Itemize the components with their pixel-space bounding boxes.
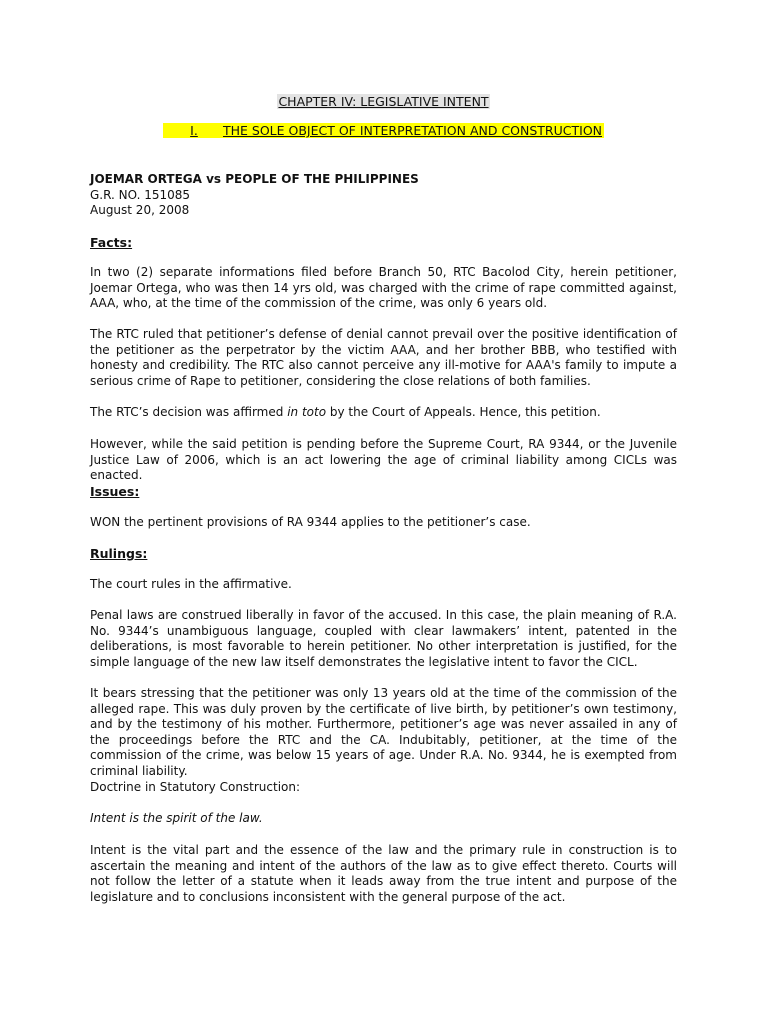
- chapter-title: [90, 94, 677, 110]
- doctrine-maxim-text: Intent is the spirit of the law.: [90, 811, 263, 825]
- doctrine-label: Doctrine in Statutory Construction:: [90, 780, 301, 794]
- doctrine-paragraph-1: Intent is the vital part and the essence of the law and the primary rule in construction is to ascertain the meaning and intent of the authors of the law as to give effect thereto. Courts will not follow the letter of a statute when it leads away from the true intent and purpose of the legislature and to conclusions inconsistent with the general purpose of the act.: [90, 843, 677, 904]
- section-heading-highlight: [163, 123, 604, 138]
- issues-heading: Issues:: [90, 484, 140, 499]
- issues-paragraph-block: [90, 515, 677, 531]
- doctrine-label-block: [90, 780, 677, 796]
- facts-paragraph-3-block: [90, 405, 677, 421]
- rulings-paragraph-1-block: [90, 577, 677, 593]
- rulings-heading: Rulings:: [90, 546, 148, 561]
- facts-paragraph-2: The RTC ruled that petitioner’s defense of denial cannot prevail over the positive identification of the petitioner as the perpetrator by the victim AAA, and her brother BBB, who testified with honesty and credibility. The RTC also cannot perceive any ill-motive for AAA's family to impute a serious crime of Rape to petitioner, considering the close relations of both families.: [90, 327, 677, 388]
- facts-paragraph-4-block: [90, 437, 677, 484]
- facts-p3-after: by the Court of Appeals. Hence, this petition.: [326, 405, 601, 419]
- facts-paragraph-4: However, while the said petition is pending before the Supreme Court, RA 9344, or the Juvenile Justice Law of 2006, which is an act lowering the age of criminal liability among CICLs was enacted.: [90, 437, 677, 483]
- section-title: THE SOLE OBJECT OF INTERPRETATION AND CONSTRUCTION: [222, 123, 603, 138]
- doctrine-paragraph-block: [90, 843, 677, 905]
- facts-paragraph-1: In two (2) separate informations filed before Branch 50, RTC Bacolod City, herein petitioner, Joemar Ortega, who was then 14 yrs old, was charged with the crime of rape committed against, AAA, who, at the time of the commission of the crime, was only 6 years old.: [90, 265, 677, 311]
- rulings-paragraph-3-block: [90, 686, 677, 780]
- case-date: August 20, 2008: [90, 203, 190, 218]
- facts-paragraph-2-block: [90, 327, 677, 389]
- facts-p3-italic: in toto: [287, 405, 327, 419]
- rulings-paragraph-2: Penal laws are construed liberally in favor of the accused. In this case, the plain meaning of R.A. No. 9344’s unambiguous language, coupled with clear lawmakers’ intent, patented in the deliberations, is most favorable to herein petitioner. No other interpretation is justified, for the simple language of the new law itself demonstrates the legislative intent to favor the CICL.: [90, 608, 677, 669]
- case-gr-number: G.R. NO. 151085: [90, 187, 191, 202]
- rulings-paragraph-3: It bears stressing that the petitioner was only 13 years old at the time of the commission of the alleged rape. This was duly proven by the certificate of live birth, by petitioner’s own testimony, and by the testimony of his mother. Furthermore, petitioner’s age was never assailed in any of the proceedings before the RTC and the CA. Indubitably, petitioner, at the time of the commission of the crime, was below 15 years of age. Under R.A. No. 9344, he is exempted from criminal liability.: [90, 686, 677, 778]
- rulings-heading-block: [90, 546, 677, 562]
- issues-heading-block: [90, 484, 677, 500]
- facts-paragraph-1-block: [90, 265, 677, 312]
- case-title: JOEMAR ORTEGA vs PEOPLE OF THE PHILIPPINES: [90, 172, 419, 186]
- case-caption: [90, 172, 677, 219]
- doctrine-maxim: [90, 811, 677, 827]
- facts-p3-before: The RTC’s decision was affirmed: [90, 405, 288, 419]
- section-heading: [90, 123, 677, 139]
- chapter-title-text: CHAPTER IV: LEGISLATIVE INTENT: [278, 94, 489, 109]
- section-number: I.: [190, 123, 198, 138]
- facts-heading: Facts:: [90, 235, 133, 250]
- rulings-paragraph-1: The court rules in the affirmative.: [90, 577, 292, 591]
- facts-heading-block: [90, 235, 677, 251]
- facts-paragraph-3: [90, 405, 677, 421]
- issues-paragraph-1: WON the pertinent provisions of RA 9344 applies to the petitioner’s case.: [90, 515, 531, 529]
- rulings-paragraph-2-block: [90, 608, 677, 670]
- doctrine-maxim-block: [90, 811, 677, 827]
